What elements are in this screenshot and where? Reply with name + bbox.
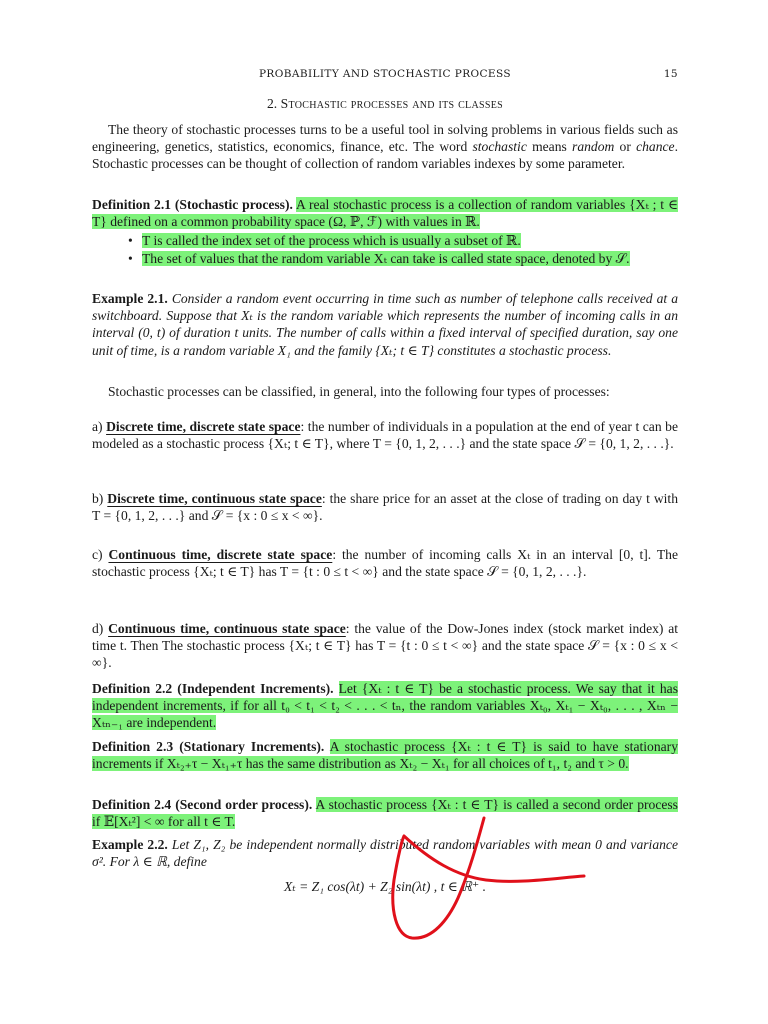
type-c-title: Continuous time, discrete state space: [108, 547, 333, 562]
def21-bullet-1-text: T is called the index set of the process which is usually a subset of ℝ.: [142, 233, 521, 248]
def21-text: A real stochastic process is a collection of random variables {Xₜ ; t ∈ T} defined on a common probability space (Ω, ℙ, ℱ) with values in ℝ.: [92, 197, 679, 230]
type-b-prefix: b): [92, 491, 108, 506]
type-d-title: Continuous time, continuous state space: [108, 621, 346, 636]
ex21-text: Consider a random event occurring in time such as number of telephone calls received at a switchboard. Suppose that Xₜ is the random variable which represents the number of incoming calls in an interval (0, t) of duration t units. The number of calls within a fixed interval of specified duration, say one unit of time, is a random variable X₁ and the family {Xₜ; t ∈ T} constitutes a stochastic process.: [92, 291, 678, 358]
example-2-2: [92, 836, 678, 870]
type-a-prefix: a): [92, 419, 107, 434]
intro-text-3: or: [614, 139, 637, 155]
type-a-title: Discrete time, discrete state space: [106, 419, 301, 434]
type-a-text: : the number of individuals in a population at the end of year t can be modeled as a stochastic process {Xₜ; t ∈ T}, where T = {0, 1, 2, . . .} and the state space 𝒮 = {0, 1, 2, . . .}.: [92, 419, 678, 452]
intro-text-1: The theory of stochastic processes turns to be a useful tool in solving problems in various fields such as engineering, genetics, statistics, economics, finance, etc. The word: [92, 122, 678, 155]
intro-word-random: random: [572, 139, 615, 155]
section-title: Stochastic processes and its classes: [280, 96, 503, 111]
example-2-1: [92, 290, 678, 359]
ex21-label: Example 2.1.: [92, 291, 168, 306]
intro-text-2: means: [526, 139, 573, 155]
def21-bullet-2-text: The set of values that the random variable Xₜ can take is called state space, denoted by 𝒮.: [142, 251, 630, 266]
type-c-prefix: c): [92, 547, 109, 562]
classify-text: Stochastic processes can be classified, in general, into the following four types of processes:: [108, 384, 610, 399]
ex22-label: Example 2.2.: [92, 837, 168, 852]
def21-name: (Stochastic process).: [174, 197, 293, 212]
def23-name: (Stationary Increments).: [179, 739, 325, 754]
def23-label: Definition 2.3: [92, 739, 174, 754]
intro-text-4: . Stochastic processes can be thought of collection of random variables indexes by some parameter.: [92, 139, 678, 172]
intro-word-chance: chance: [636, 139, 675, 155]
def23-text: A stochastic process {Xₜ : t ∈ T} is said to have stationary increments if Xₜ₂₊τ − Xₜ₁₊τ has the same distribution as Xₜ₂ − Xₜ₁ for all choices of t₁, t₂ and τ > 0.: [92, 739, 678, 772]
def22-name: (Independent Increments).: [177, 681, 334, 696]
definition-2-3: [92, 738, 678, 772]
def22-text: Let {Xₜ : t ∈ T} be a stochastic process. We say that it has independent increments, if for all t₀ < t₁ < t₂ < . . . < tₙ, the random variables Xₜ₀, Xₜ₁ − Xₜ₀, . . . , Xₜₙ − Xₜₙ₋₁ are independent.: [92, 681, 678, 731]
equation-2-2: [92, 878, 678, 895]
def24-name: (Second order process).: [175, 797, 313, 812]
section-number: 2.: [267, 96, 278, 111]
type-d-prefix: d): [92, 621, 109, 636]
ex22-text: Let Z₁, Z₂ be independent normally distributed random variables with mean 0 and variance σ². For λ ∈ ℝ, define: [92, 837, 678, 870]
type-c-text: : the number of incoming calls Xₜ in an interval [0, t]. The stochastic process {Xₜ; t ∈ T} has T = {t : 0 ≤ t < ∞} and the state space 𝒮 = {0, 1, 2, . . .}.: [92, 547, 678, 580]
def22-label: Definition 2.2: [92, 681, 173, 696]
section-heading: [92, 95, 678, 112]
type-a: [92, 418, 678, 452]
def21-bullet-1: [128, 232, 678, 249]
ex22-equation: Xₜ = Z₁ cos(λt) + Z₂ sin(λt) , t ∈ ℝ⁺ .: [284, 879, 486, 894]
def24-text: A stochastic process {Xₜ : t ∈ T} is called a second order process if 𝔼[Xₜ²] < ∞ for all t ∈ T.: [92, 797, 678, 830]
def24-label: Definition 2.4: [92, 797, 172, 812]
definition-2-2: [92, 680, 678, 732]
def21-label: Definition 2.1: [92, 197, 172, 212]
type-d: [92, 620, 678, 672]
running-header: [92, 68, 678, 84]
type-c: [92, 546, 678, 580]
type-d-text: : the value of the Dow-Jones index (stock market index) at time t. Then The stochastic process {Xₜ; t ∈ T} has T = {t : 0 ≤ t < ∞} and the state space 𝒮 = {x : 0 ≤ x < ∞}.: [92, 621, 679, 671]
type-b-title: Discrete time, continuous state space: [107, 491, 322, 506]
definition-2-4: [92, 796, 678, 830]
def21-bullet-2: [128, 250, 678, 267]
type-b-text: : the share price for an asset at the close of trading on day t with T = {0, 1, 2, . . .} and 𝒮 = {x : 0 ≤ x < ∞}.: [92, 491, 678, 524]
intro-word-stochastic: stochastic: [472, 139, 527, 155]
header-title: PROBABILITY AND STOCHASTIC PROCESS: [258, 68, 512, 80]
definition-2-1: [92, 196, 678, 230]
type-b: [92, 490, 678, 524]
intro-paragraph: [92, 121, 678, 173]
classify-paragraph: [92, 383, 678, 400]
page-number: 15: [663, 68, 678, 80]
